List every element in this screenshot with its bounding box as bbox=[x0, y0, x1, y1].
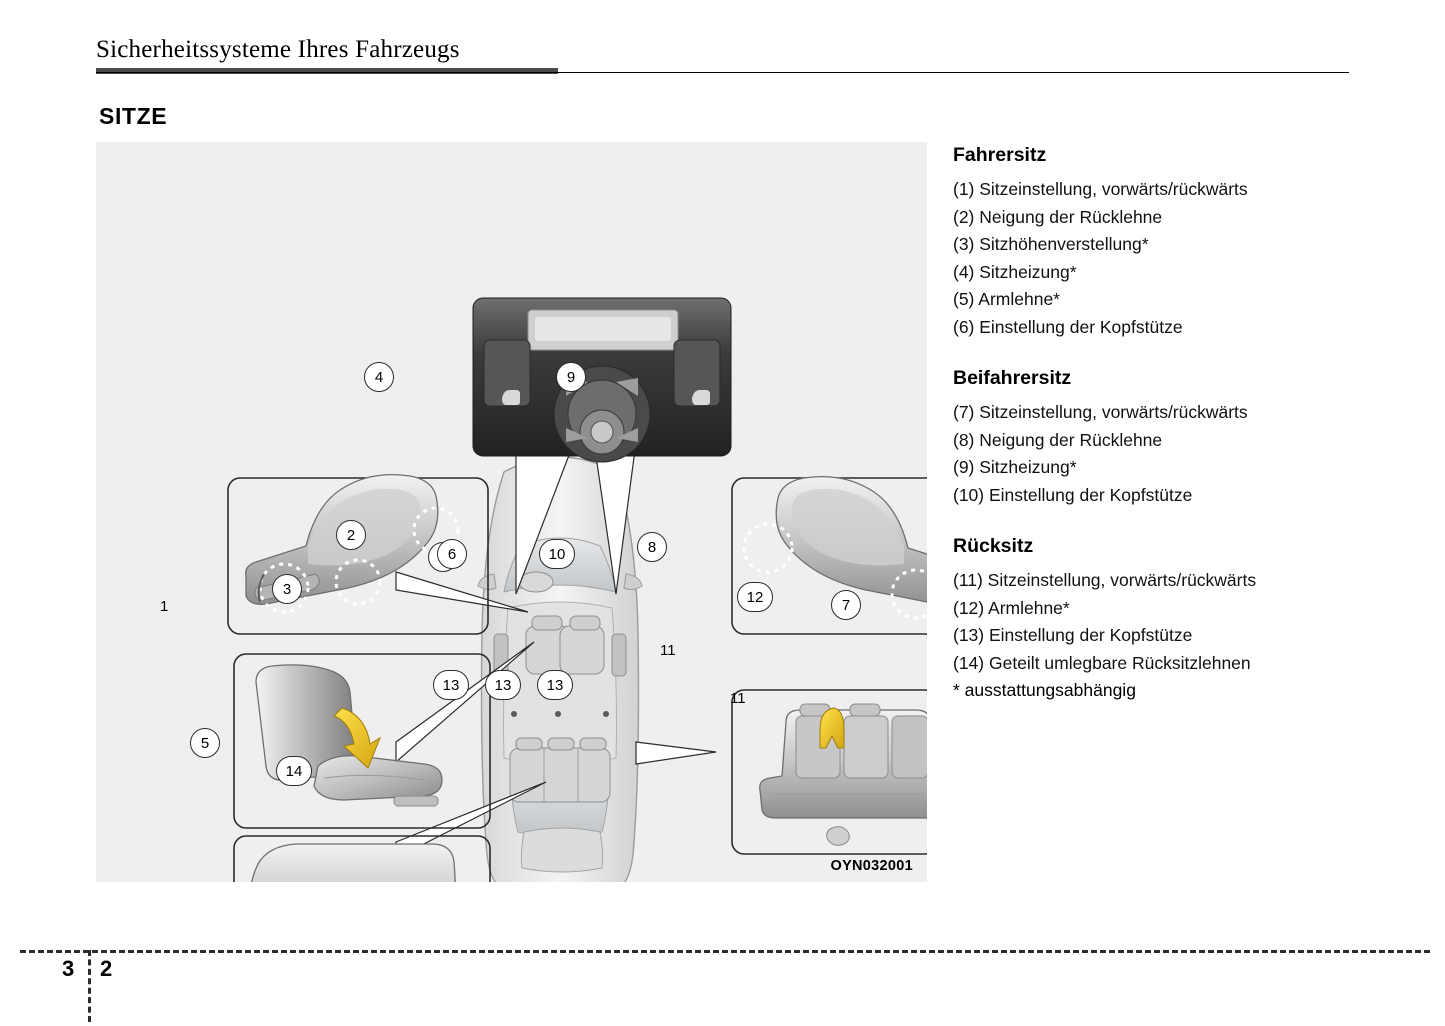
footer-divider bbox=[20, 950, 1430, 953]
list-item: (7) Sitzeinstellung, vorwärts/rückwärts bbox=[953, 402, 1248, 422]
list-item: (14) Geteilt umlegbare Rücksitzlehnen bbox=[953, 652, 1251, 673]
list-item: (9) Sitzheizung* bbox=[953, 457, 1077, 477]
header-divider bbox=[96, 72, 1349, 73]
list-item: (6) Einstellung der Kopfstütze bbox=[953, 316, 1183, 337]
page-number: 2 bbox=[100, 956, 113, 981]
callout-11-lower: 11 bbox=[730, 690, 746, 707]
callout-11-upper: 11 bbox=[660, 642, 676, 659]
legend-group-driver-title: Fahrersitz bbox=[953, 144, 1047, 166]
page-title: Sicherheitssysteme Ihres Fahrzeugs bbox=[96, 36, 460, 63]
list-item: (10) Einstellung der Kopfstütze bbox=[953, 484, 1193, 505]
callout-8: 8 bbox=[637, 532, 667, 562]
footer-vertical-divider bbox=[88, 950, 91, 1022]
figure-panel bbox=[96, 142, 927, 882]
callout-13-left: 13 bbox=[433, 670, 469, 700]
callout-4: 4 bbox=[364, 362, 394, 392]
legend-group-rear-list bbox=[953, 567, 1373, 677]
page-header bbox=[96, 36, 1349, 78]
legend-group-passenger-title: Beifahrersitz bbox=[953, 367, 1072, 389]
legend bbox=[953, 144, 1373, 731]
legend-group-driver bbox=[953, 144, 1373, 341]
list-item: (8) Neigung der Rücklehne bbox=[953, 429, 1163, 450]
callout-14: 14 bbox=[276, 756, 312, 786]
callout-1: 1 bbox=[160, 598, 169, 615]
callout-3: 3 bbox=[272, 574, 302, 604]
list-item: (3) Sitzhöhenverstellung* bbox=[953, 234, 1149, 254]
callout-2: 2 bbox=[336, 520, 366, 550]
list-item: (13) Einstellung der Kopfstütze bbox=[953, 625, 1193, 645]
list-item: (1) Sitzeinstellung, vorwärts/rückwärts bbox=[953, 179, 1248, 199]
center-console-panel bbox=[473, 298, 731, 462]
callout-9: 9 bbox=[556, 362, 586, 392]
list-item: (2) Neigung der Rücklehne bbox=[953, 206, 1163, 227]
callout-10: 10 bbox=[539, 539, 575, 569]
legend-group-passenger-list bbox=[953, 399, 1373, 509]
callout-12: 12 bbox=[737, 582, 773, 612]
legend-group-rear bbox=[953, 535, 1373, 705]
rear-bench-detail bbox=[732, 690, 927, 854]
list-item: (12) Armlehne* bbox=[953, 597, 1070, 618]
list-item: (5) Armlehne* bbox=[953, 289, 1060, 309]
callout-13-center: 13 bbox=[485, 670, 521, 700]
legend-group-driver-list bbox=[953, 176, 1373, 341]
callout-7: 7 bbox=[831, 590, 861, 620]
list-item: (11) Sitzeinstellung, vorwärts/rückwärts bbox=[953, 570, 1257, 590]
seats-diagram bbox=[96, 142, 927, 882]
callout-13-right: 13 bbox=[537, 670, 573, 700]
legend-footnote: * ausstattungsabhängig bbox=[953, 680, 1136, 700]
section-title: SITZE bbox=[99, 103, 168, 129]
folding-seatback-detail bbox=[234, 836, 490, 882]
figure-code: OYN032001 bbox=[830, 858, 913, 874]
callout-6: 6 bbox=[437, 539, 467, 569]
header-accent-bar bbox=[96, 68, 558, 74]
chapter-number: 3 bbox=[62, 956, 75, 981]
legend-group-passenger bbox=[953, 367, 1373, 509]
callout-5: 5 bbox=[190, 728, 220, 758]
legend-group-rear-title: Rücksitz bbox=[953, 535, 1034, 557]
list-item: (4) Sitzheizung* bbox=[953, 261, 1077, 282]
